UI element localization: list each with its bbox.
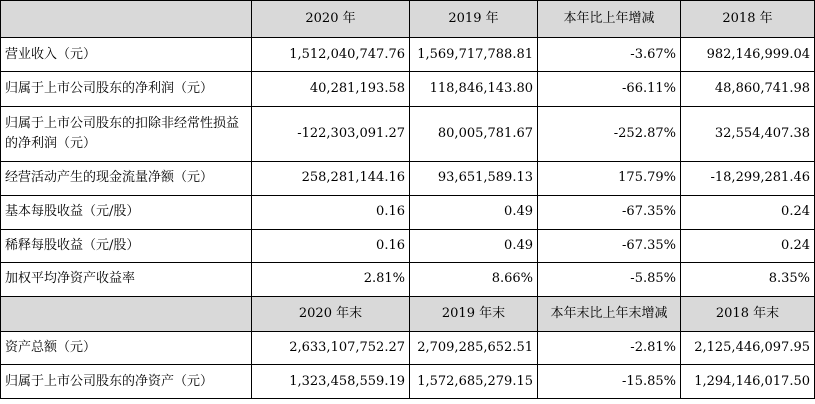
cell-2019: 1,569,717,788.81 [410, 37, 538, 72]
cell-2020: 0.16 [252, 195, 410, 229]
cell-2019: 0.49 [410, 195, 538, 229]
cell-2018-end: 2,125,446,097.95 [681, 331, 815, 365]
row-label: 归属于上市公司股东的净利润（元） [1, 72, 252, 107]
cell-2019: 8.66% [410, 263, 538, 297]
cell-change: -252.87% [538, 107, 681, 162]
row-label: 稀释每股收益（元/股） [1, 229, 252, 263]
row-label: 加权平均净资产收益率 [1, 263, 252, 297]
header-cell-2018: 2018 年 [681, 1, 815, 38]
cell-2018: 0.24 [681, 195, 815, 229]
table-row [1, 195, 815, 229]
header-cell-2019-end: 2019 年末 [410, 296, 538, 331]
table-row [1, 263, 815, 297]
header-cell-2020-end: 2020 年末 [252, 296, 410, 331]
header-cell-2019: 2019 年 [410, 1, 538, 38]
cell-2018: 32,554,407.38 [681, 107, 815, 162]
row-label: 归属于上市公司股东的净资产（元） [1, 365, 252, 399]
cell-change-end: -2.81% [538, 331, 681, 365]
header-cell-2018-end: 2018 年末 [681, 296, 815, 331]
cell-change: 175.79% [538, 162, 681, 196]
header-cell-change: 本年比上年增减 [538, 1, 681, 38]
table-row [1, 37, 815, 72]
table-row [1, 229, 815, 263]
cell-2018: 48,860,741.98 [681, 72, 815, 107]
row-label: 资产总额（元） [1, 331, 252, 365]
cell-2020: 2.81% [252, 263, 410, 297]
cell-2019: 80,005,781.67 [410, 107, 538, 162]
cell-2020: 40,281,193.58 [252, 72, 410, 107]
cell-2019: 118,846,143.80 [410, 72, 538, 107]
cell-2019: 93,651,589.13 [410, 162, 538, 196]
table-row [1, 365, 815, 399]
row-label: 基本每股收益（元/股） [1, 195, 252, 229]
cell-2018: 982,146,999.04 [681, 37, 815, 72]
header-cell-2020: 2020 年 [252, 1, 410, 38]
cell-2018: 8.35% [681, 263, 815, 297]
header-cell-blank [1, 296, 252, 331]
cell-2020-end: 2,633,107,752.27 [252, 331, 410, 365]
table-row [1, 107, 815, 162]
cell-2020: 0.16 [252, 229, 410, 263]
cell-2018: -18,299,281.46 [681, 162, 815, 196]
cell-2020: -122,303,091.27 [252, 107, 410, 162]
cell-change: -66.11% [538, 72, 681, 107]
row-label: 营业收入（元） [1, 37, 252, 72]
table-row [1, 72, 815, 107]
cell-2019: 0.49 [410, 229, 538, 263]
cell-2019-end: 1,572,685,279.15 [410, 365, 538, 399]
row-label: 经营活动产生的现金流量净额（元） [1, 162, 252, 196]
cell-2020: 1,512,040,747.76 [252, 37, 410, 72]
cell-change: -5.85% [538, 263, 681, 297]
cell-change-end: -15.85% [538, 365, 681, 399]
table-row [1, 162, 815, 196]
header-cell-change-end: 本年末比上年末增减 [538, 296, 681, 331]
cell-change: -67.35% [538, 229, 681, 263]
cell-2020: 258,281,144.16 [252, 162, 410, 196]
cell-change: -3.67% [538, 37, 681, 72]
cell-change: -67.35% [538, 195, 681, 229]
table-row [1, 331, 815, 365]
cell-2020-end: 1,323,458,559.19 [252, 365, 410, 399]
cell-2018: 0.24 [681, 229, 815, 263]
row-label: 归属于上市公司股东的扣除非经常性损益的净利润（元） [1, 107, 252, 162]
cell-2018-end: 1,294,146,017.50 [681, 365, 815, 399]
header-cell-blank [1, 1, 252, 38]
header-row-year [1, 1, 815, 38]
cell-2019-end: 2,709,285,652.51 [410, 331, 538, 365]
header-row-year-end [1, 296, 815, 331]
